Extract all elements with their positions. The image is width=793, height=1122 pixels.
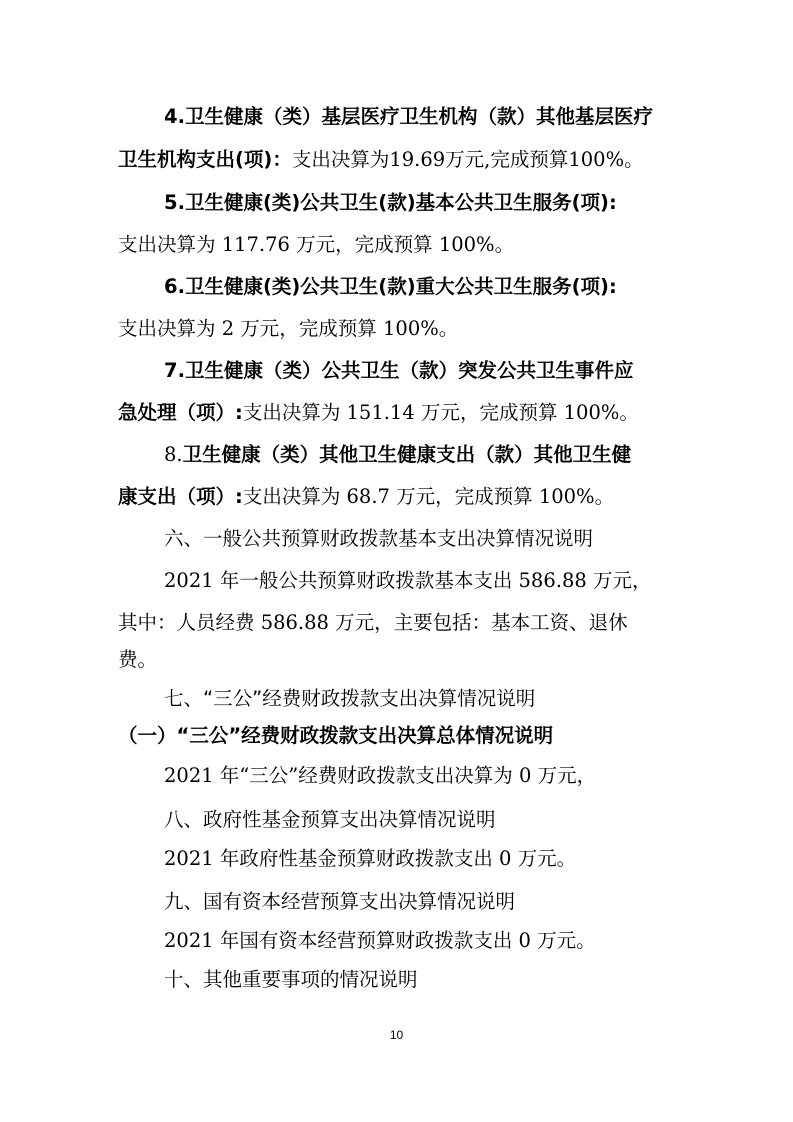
item-4-text: 支出决算为19.69万元,完成预算100%。 xyxy=(291,148,644,171)
section-10-heading: 十、其他重要事项的情况说明 xyxy=(164,968,418,991)
item-5-text: 支出决算为 117.76 万元，完成预算 100%。 xyxy=(118,233,515,256)
item-8-title-line1: 卫生健康（类）其他卫生健康支出（款）其他卫生健 xyxy=(182,443,632,466)
item-7-title-line1: 7.卫生健康（类）公共卫生（款）突发公共卫生事件应 xyxy=(164,359,634,382)
item-8-text: 支出决算为 68.7 万元，完成预算 100%。 xyxy=(242,485,615,508)
section-6-paragraph-line3: 费。 xyxy=(118,648,158,671)
item-6-title: 6.卫生健康(类)公共卫生(款)重大公共卫生服务(项): xyxy=(164,275,617,298)
section-6-paragraph-line1: 2021 年一般公共预算财政拨款基本支出 586.88 万元， xyxy=(164,569,652,592)
item-8-title-line2: 康支出（项）: xyxy=(118,485,243,508)
item-4-title-line1: 4.卫生健康（类）基层医疗卫生机构（款）其他基层医疗 xyxy=(164,105,653,128)
item-7-text: 支出决算为 151.14 万元，完成预算 100%。 xyxy=(242,401,639,424)
section-9-paragraph: 2021 年国有资本经营预算财政拨款支出 0 万元。 xyxy=(164,929,596,952)
item-8-line2 xyxy=(118,483,614,511)
section-7-subheading: （一）“三公”经费财政拨款支出决算总体情况说明 xyxy=(118,724,554,747)
page-number: 10 xyxy=(389,1028,404,1042)
section-8-paragraph: 2021 年政府性基金预算财政拨款支出 0 万元。 xyxy=(164,847,577,870)
section-7-paragraph: 2021 年“三公”经费财政拨款支出决算为 0 万元， xyxy=(164,764,597,787)
item-7-line2 xyxy=(118,399,639,427)
item-7-title-line2: 急处理（项）: xyxy=(118,401,243,424)
section-6-paragraph-line2: 其中：人员经费 586.88 万元，主要包括：基本工资、退休 xyxy=(118,611,628,634)
item-4-line2 xyxy=(118,146,644,174)
item-8-line1 xyxy=(164,441,631,469)
item-5-title: 5.卫生健康(类)公共卫生(款)基本公共卫生服务(项): xyxy=(164,191,617,214)
item-4-title-line2: 卫生机构支出(项)： xyxy=(118,148,292,171)
section-9-heading: 九、国有资本经营预算支出决算情况说明 xyxy=(164,890,516,913)
section-7-heading: 七、“三公”经费财政拨款支出决算情况说明 xyxy=(164,687,536,710)
section-8-heading: 八、政府性基金预算支出决算情况说明 xyxy=(164,808,496,831)
section-6-heading: 六、一般公共预算财政拨款基本支出决算情况说明 xyxy=(164,527,594,550)
item-6-text: 支出决算为 2 万元，完成预算 100%。 xyxy=(118,317,459,340)
item-8-number: 8. xyxy=(164,443,183,466)
